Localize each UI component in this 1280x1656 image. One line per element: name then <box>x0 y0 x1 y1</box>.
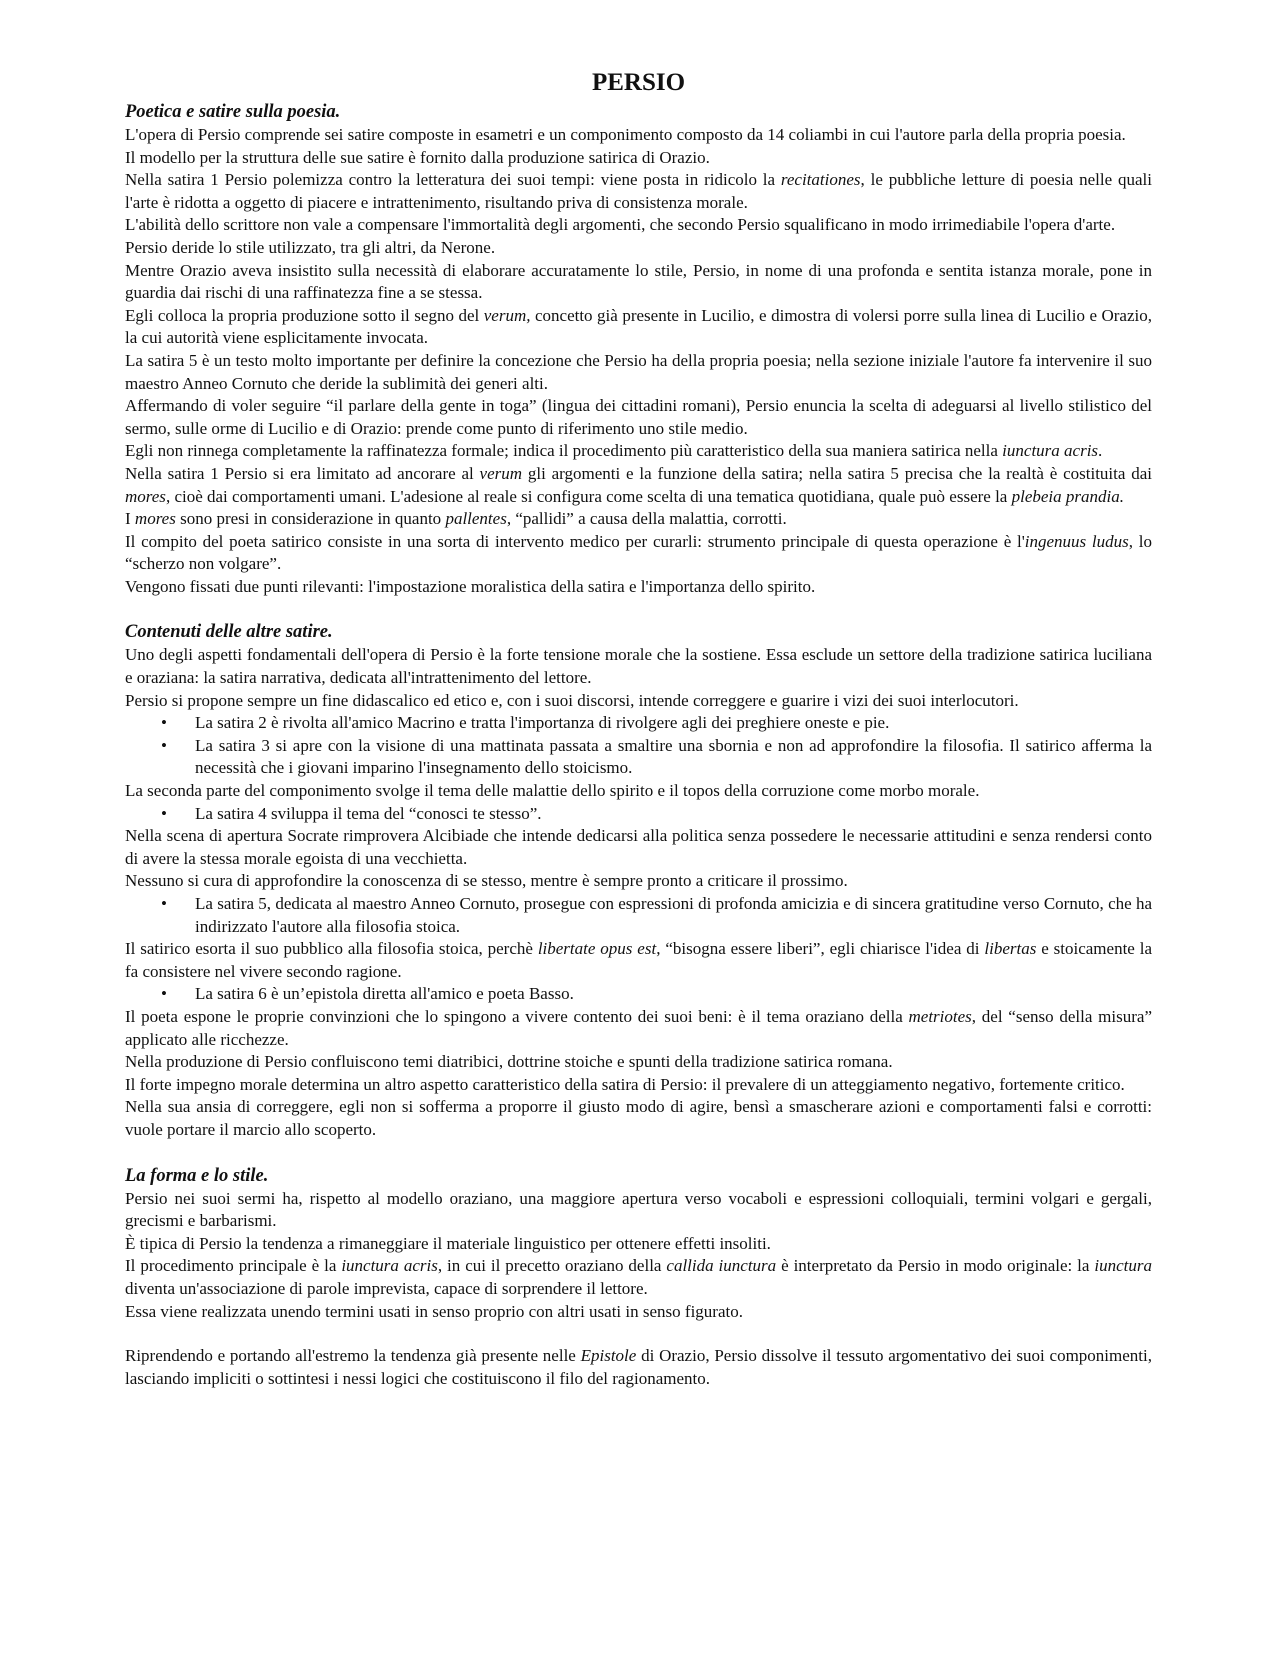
section-heading: La forma e lo stile. <box>125 1165 269 1186</box>
list-item: • La satira 2 è rivolta all'amico Macrino e tratta l'importanza di rivolgere agli dei preghiere oneste e pie. <box>125 712 1152 735</box>
paragraph: Persio deride lo stile utilizzato, tra gli altri, da Nerone. <box>125 237 496 257</box>
list-item: • La satira 3 si apre con la visione di una mattinata passata a smaltire una sbornia e non ad approfondire la filosofia. Il satirico afferma la necessità che i giovani imparino l'insegnamento dello stoicismo. <box>125 735 1152 780</box>
paragraph: Nella satira 1 Persio polemizza contro la letteratura dei suoi tempi: viene posta in ridicolo la recitationes, le pubbliche letture di poesia nelle quali l'arte è ridotta a oggetto di piacere e intrattenimento, risultando priva di consistenza morale. <box>125 170 1152 212</box>
paragraph: Affermando di voler seguire “il parlare della gente in toga” (lingua dei cittadini romani), Persio enuncia la scelta di adeguarsi al livello stilistico del sermo, sulle orme di Lucilio e di Orazio: prende come punto di riferimento uno stile medio. <box>125 396 1152 438</box>
paragraph: Persio si propone sempre un fine didascalico ed etico e, con i suoi discorsi, intende correggere e guarire i vizi dei suoi interlocutori. <box>125 690 1019 710</box>
paragraph: Il satirico esorta il suo pubblico alla filosofia stoica, perchè libertate opus est, “bisogna essere liberi”, egli chiarisce l'idea di libertas e stoicamente la fa consistere nel vivere secondo ragione. <box>125 939 1152 981</box>
paragraph: Il modello per la struttura delle sue satire è fornito dalla produzione satirica di Orazio. <box>125 147 710 167</box>
paragraph: Il compito del poeta satirico consiste in una sorta di intervento medico per curarli: strumento principale di questa operazione è l'ingenuus ludus, lo “scherzo non volgare”. <box>125 531 1152 574</box>
paragraph: L'opera di Persio comprende sei satire composte in esametri e un componimento composto da 14 coliambi in cui l'autore parla della propria poesia. <box>125 125 1126 144</box>
paragraph: Nella produzione di Persio confluiscono temi diatribici, dottrine stoiche e spunti della tradizione satirica romana. <box>125 1052 893 1072</box>
bullet-list <box>125 983 1152 1006</box>
paragraph: Uno degli aspetti fondamentali dell'opera di Persio è la forte tensione morale che la sostiene. Essa esclude un settore della tradizione satirica luciliana e oraziana: la satira narrativa, dedicata all'intrattenimento del lettore. <box>125 645 1152 688</box>
paragraph: La seconda parte del componimento svolge il tema delle malattie dello spirito e il topos della corruzione come morbo morale. <box>125 781 980 801</box>
paragraph: Il poeta espone le proprie convinzioni che lo spingono a vivere contento dei suoi beni: è il tema oraziano della metriotes, del “senso della misura” applicato alle ricchezze. <box>125 1006 1152 1049</box>
bullet-list <box>125 803 1152 826</box>
paragraph: Nella satira 1 Persio si era limitato ad ancorare al verum gli argomenti e la funzione della satira; nella satira 5 precisa che la realtà è costituita dai mores, cioè dai comportamenti umani. L'adesione al reale si configura come scelta di una tematica quotidiana, quale può essere la plebeia prandia. <box>125 463 1152 506</box>
paragraph: È tipica di Persio la tendenza a rimaneggiare il materiale linguistico per ottenere effetti insoliti. <box>125 1233 771 1253</box>
paragraph: Vengono fissati due punti rilevanti: l'impostazione moralistica della satira e l'importanza dello spirito. <box>125 576 816 596</box>
paragraph: Il forte impegno morale determina un altro aspetto caratteristico della satira di Persio: il prevalere di un atteggiamento negativo, fortemente critico. <box>125 1074 1125 1094</box>
paragraph: Nessuno si cura di approfondire la conoscenza di se stesso, mentre è sempre pronto a criticare il prossimo. <box>125 871 848 891</box>
bullet-list <box>125 893 1152 938</box>
paragraph: I mores sono presi in considerazione in quanto pallentes, “pallidi” a causa della malattia, corrotti. <box>125 509 787 529</box>
paragraph: Il procedimento principale è la iunctura acris, in cui il precetto oraziano della callida iunctura è interpretato da Persio in modo originale: la iunctura diventa un'associazione di parole imprevista, capace di sorprendere il lettore. <box>125 1256 1152 1298</box>
list-item: • La satira 5, dedicata al maestro Anneo Cornuto, prosegue con espressioni di profonda amicizia e di sincera gratitudine verso Cornuto, che ha indirizzato l'autore alla filosofia stoica. <box>125 893 1152 938</box>
section-heading: Poetica e satire sulla poesia. <box>125 102 341 122</box>
paragraph: Nella scena di apertura Socrate rimprovera Alcibiade che intende dedicarsi alla politica senza possedere le necessarie attitudini e senza rendersi conto di avere la stessa morale egoista di una vecchietta. <box>125 826 1152 868</box>
list-item: • La satira 4 sviluppa il tema del “conosci te stesso”. <box>125 803 1152 826</box>
paragraph: Nella sua ansia di correggere, egli non si sofferma a proporre il giusto modo di agire, bensì a smascherare azioni e comportamenti falsi e corrotti: vuole portare il marcio allo scoperto. <box>125 1097 1152 1139</box>
paragraph: Mentre Orazio aveva insistito sulla necessità di elaborare accuratamente lo stile, Persio, in nome di una profonda e sentita istanza morale, pone in guardia dai rischi di una raffinatezza fine a se stessa. <box>125 260 1152 303</box>
paragraph: Riprendendo e portando all'estremo la tendenza già presente nelle Epistole di Orazio, Persio dissolve il tessuto argomentativo dei suoi componimenti, lasciando impliciti o sottintesi i nessi logici che costituiscono il filo del ragionamento. <box>125 1346 1152 1388</box>
paragraph: L'abilità dello scrittore non vale a compensare l'immortalità degli argomenti, che secondo Persio squalificano in modo irrimediabile l'opera d'arte. <box>125 215 1116 235</box>
paragraph: Essa viene realizzata unendo termini usati in senso proprio con altri usati in senso figurato. <box>125 1301 743 1321</box>
paragraph: Egli non rinnega completamente la raffinatezza formale; indica il procedimento più caratteristico della sua maniera satirica nella iunctura acris. <box>125 441 1103 461</box>
paragraph: Persio nei suoi sermi ha, rispetto al modello oraziano, una maggiore apertura verso vocaboli e espressioni colloquiali, termini volgari e gergali, grecismi e barbarismi. <box>125 1188 1152 1231</box>
bullet-list <box>125 712 1152 780</box>
paragraph: Egli colloca la propria produzione sotto il segno del verum, concetto già presente in Lucilio, e dimostra di volersi porre sulla linea di Lucilio e Orazio, la cui autorità viene esplicitamente invocata. <box>125 305 1152 348</box>
section-heading: Contenuti delle altre satire. <box>125 622 333 643</box>
page-title: PERSIO <box>591 69 686 96</box>
paragraph: La satira 5 è un testo molto importante per definire la concezione che Persio ha della propria poesia; nella sezione iniziale l'autore fa intervenire il suo maestro Anneo Cornuto che deride la sublimità dei generi alti. <box>125 350 1152 393</box>
list-item: • La satira 6 è un’epistola diretta all'amico e poeta Basso. <box>125 983 1152 1006</box>
